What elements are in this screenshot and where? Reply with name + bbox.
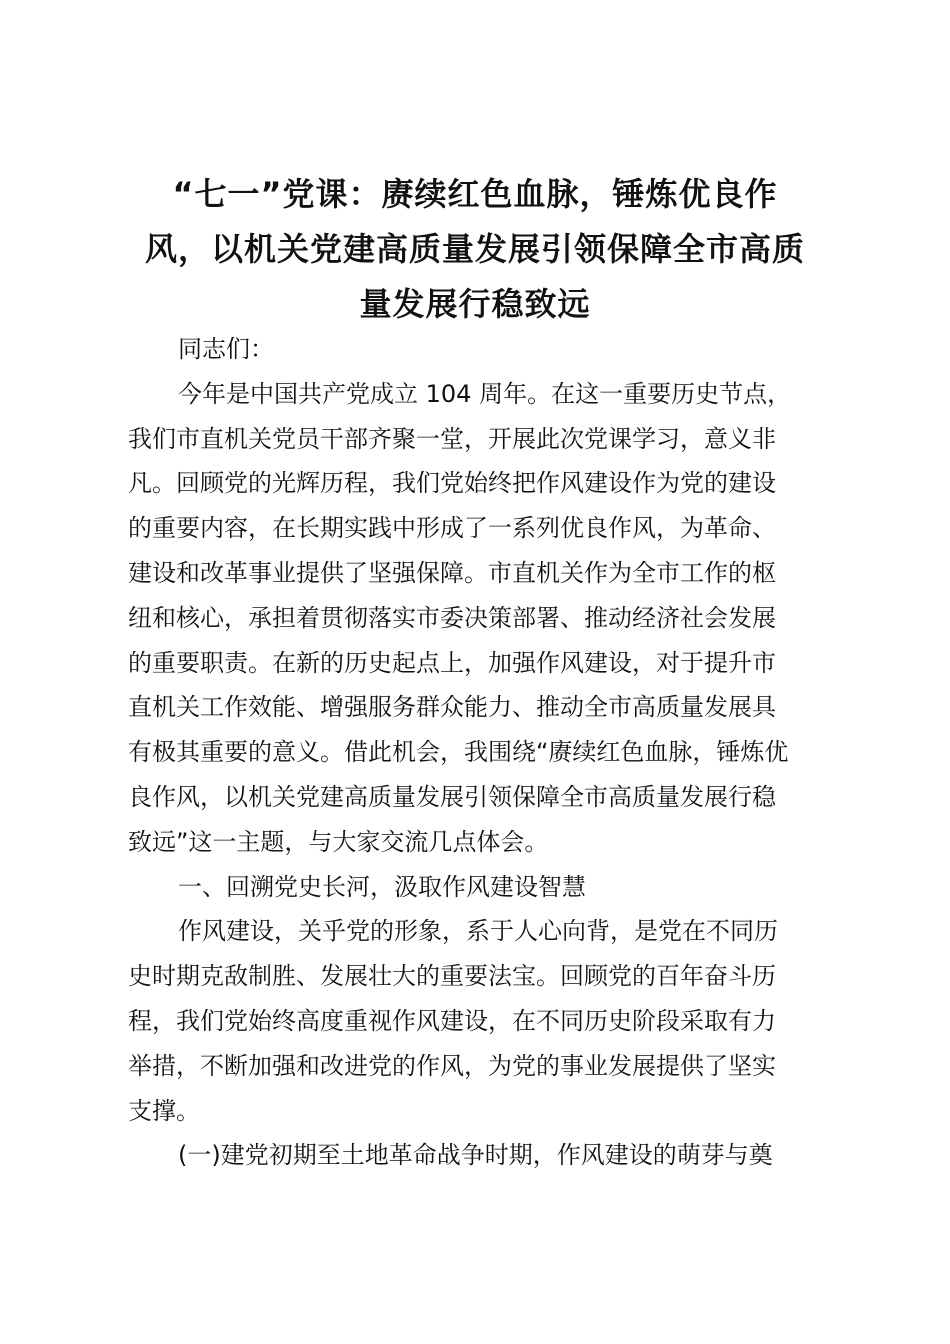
body-line: 今年是中国共产党成立 104 周年。在这一重要历史节点， xyxy=(178,379,792,408)
subsection-heading: (一)建党初期至土地革命战争时期，作风建设的萌芽与奠 xyxy=(178,1141,773,1170)
body-line: 支撑。 xyxy=(128,1096,200,1125)
body-line: 有极其重要的意义。借此机会，我围绕“赓续红色血脉，锤炼优 xyxy=(128,738,789,767)
body-line: 我们市直机关党员干部齐聚一堂，开展此次党课学习，意义非 xyxy=(128,424,776,453)
body-line: 的重要职责。在新的历史起点上，加强作风建设，对于提升市 xyxy=(128,648,776,677)
salutation: 同志们： xyxy=(178,335,274,363)
document-title xyxy=(110,167,840,332)
body-line: 程，我们党始终高度重视作风建设，在不同历史阶段采取有力 xyxy=(128,1006,776,1035)
body-line: 纽和核心，承担着贯彻落实市委决策部署、推动经济社会发展 xyxy=(128,603,776,632)
title-line: 风，以机关党建高质量发展引领保障全市高质 xyxy=(144,230,805,268)
body-line: 史时期克敌制胜、发展壮大的重要法宝。回顾党的百年奋斗历 xyxy=(128,962,776,991)
body-line: 直机关工作效能、增强服务群众能力、推动全市高质量发展具 xyxy=(128,693,776,722)
body-line: 作风建设，关乎党的形象，系于人心向背，是党在不同历 xyxy=(178,917,778,946)
body-line: 致远”这一主题，与大家交流几点体会。 xyxy=(128,827,549,856)
title-line: 量发展行稳致远 xyxy=(359,285,591,323)
section-heading: 一、回溯党史长河，汲取作风建设智慧 xyxy=(178,872,586,901)
body-line: 建设和改革事业提供了坚强保障。市直机关作为全市工作的枢 xyxy=(128,558,776,587)
body-line: 凡。回顾党的光辉历程，我们党始终把作风建设作为党的建设 xyxy=(128,469,776,498)
title-line: “七一”党课：赓续红色血脉，锤炼优良作 xyxy=(172,175,778,213)
body-line: 的重要内容，在长期实践中形成了一系列优良作风，为革命、 xyxy=(128,514,776,543)
body-line: 举措，不断加强和改进党的作风，为党的事业发展提供了坚实 xyxy=(128,1051,776,1080)
body-line: 良作风，以机关党建高质量发展引领保障全市高质量发展行稳 xyxy=(128,782,776,811)
document-body xyxy=(128,327,828,1178)
